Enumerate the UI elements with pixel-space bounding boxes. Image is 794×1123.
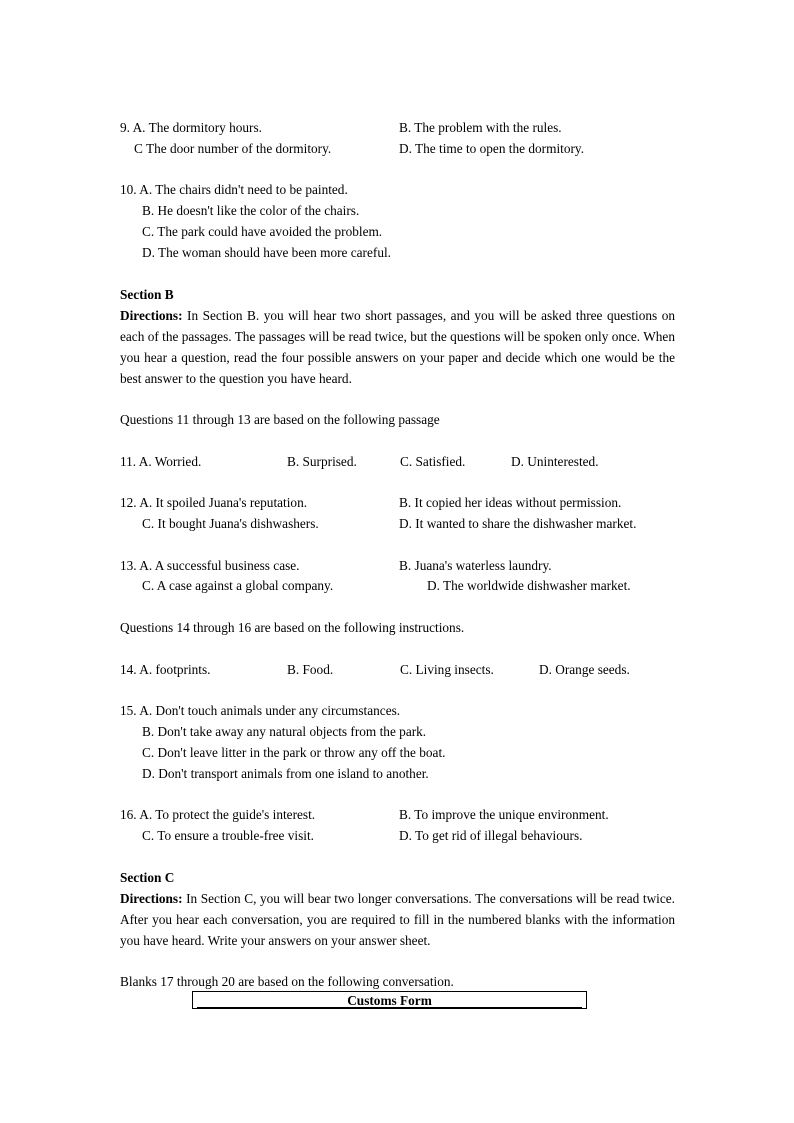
question-11-option-c: C. Satisfied. xyxy=(400,454,466,469)
question-10-option-c: C. The park could have avoided the problem. xyxy=(142,224,383,239)
question-15-option-a: 15. A. Don't touch animals under any circumstances. xyxy=(120,703,401,718)
question-10-option-b: B. He doesn't like the color of the chairs. xyxy=(142,203,360,218)
section-c-directions-label: Directions: xyxy=(120,891,183,906)
question-12-option-b: B. It copied her ideas without permission. xyxy=(399,495,622,510)
question-13-option-c: C. A case against a global company. xyxy=(142,578,334,593)
question-13-option-b: B. Juana's waterless laundry. xyxy=(399,558,552,573)
customs-form-underline xyxy=(197,1007,582,1008)
question-9-option-c: C The door number of the dormitory. xyxy=(134,141,332,156)
question-15-option-c: C. Don't leave litter in the park or throw any off the boat. xyxy=(142,745,446,760)
question-12-option-a: 12. A. It spoiled Juana's reputation. xyxy=(120,495,308,510)
question-13-number: 13. xyxy=(120,558,137,573)
passage-2-intro: Questions 14 through 16 are based on the following instructions. xyxy=(120,620,465,635)
question-10-option-d: D. The woman should have been more careful. xyxy=(142,245,391,260)
section-c-heading: Section C xyxy=(120,870,175,885)
question-11-option-d: D. Uninterested. xyxy=(511,454,599,469)
question-9-option-a: 9. A. The dormitory hours. xyxy=(120,120,262,135)
blanks-intro: Blanks 17 through 20 are based on the following conversation. xyxy=(120,974,454,989)
question-9-number: 9. xyxy=(120,120,130,135)
question-16-option-d: D. To get rid of illegal behaviours. xyxy=(399,828,583,843)
question-16-option-a: 16. A. To protect the guide's interest. xyxy=(120,807,316,822)
question-14-option-b: B. Food. xyxy=(287,662,334,677)
question-14-option-c: C. Living insects. xyxy=(400,662,494,677)
section-b-directions xyxy=(120,305,675,389)
question-9-option-d: D. The time to open the dormitory. xyxy=(399,141,585,156)
question-9-option-b: B. The problem with the rules. xyxy=(399,120,562,135)
section-b-directions-label: Directions: xyxy=(120,308,183,323)
section-b-heading: Section B xyxy=(120,287,174,302)
question-12-option-c: C. It bought Juana's dishwashers. xyxy=(142,516,319,531)
question-16-option-b: B. To improve the unique environment. xyxy=(399,807,609,822)
question-11-number: 11. xyxy=(120,454,137,469)
question-14-option-a: 14. A. footprints. xyxy=(120,662,211,677)
question-12-option-d: D. It wanted to share the dishwasher market. xyxy=(399,516,637,531)
customs-form-title: Customs Form xyxy=(347,993,432,1008)
question-16-number: 16. xyxy=(120,807,137,822)
passage-1-intro: Questions 11 through 13 are based on the following passage xyxy=(120,412,440,427)
question-14-option-d: D. Orange seeds. xyxy=(539,662,630,677)
question-11-option-b: B. Surprised. xyxy=(287,454,357,469)
section-c-directions-text: In Section C, you will bear two longer conversations. The conversations will be read twice. After you hear each conversation, you are required to fill in the numbered blanks with the information you have heard. Write your answers on your answer sheet. xyxy=(120,891,675,948)
question-15-number: 15. xyxy=(120,703,137,718)
question-16-option-c: C. To ensure a trouble-free visit. xyxy=(142,828,315,843)
question-10-option-a: 10. A. The chairs didn't need to be painted. xyxy=(120,182,348,197)
question-13-option-a: 13. A. A successful business case. xyxy=(120,558,300,573)
customs-form-table xyxy=(192,991,587,1009)
section-c-directions xyxy=(120,888,675,951)
question-15-option-b: B. Don't take away any natural objects from the park. xyxy=(142,724,427,739)
question-11-option-a: 11. A. Worried. xyxy=(120,454,202,469)
question-12-number: 12. xyxy=(120,495,137,510)
question-14-number: 14. xyxy=(120,662,137,677)
question-13-option-d: D. The worldwide dishwasher market. xyxy=(427,578,631,593)
question-10-number: 10. xyxy=(120,182,137,197)
section-b-directions-text: In Section B. you will hear two short passages, and you will be asked three questions on each of the passages. The passages will be read twice, but the questions will be spoken only once. When you hear a question, read the four possible answers on your paper and decide which one would be the best answer to the question you have heard. xyxy=(120,308,675,386)
question-15-option-d: D. Don't transport animals from one island to another. xyxy=(142,766,429,781)
